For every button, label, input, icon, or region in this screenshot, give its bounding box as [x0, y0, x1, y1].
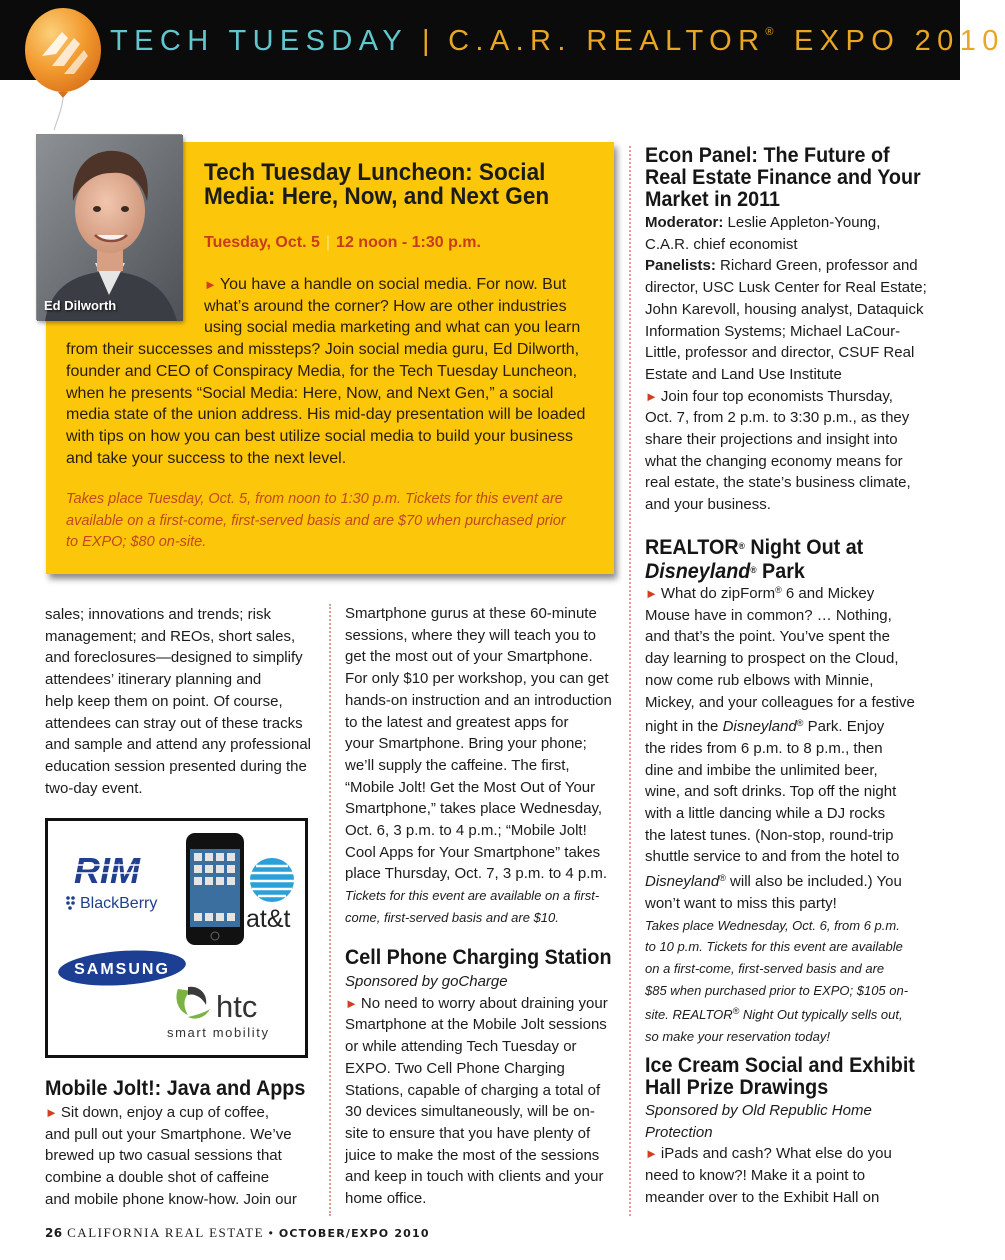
arrow-icon: ► — [45, 1105, 58, 1120]
feature-body-line: media state of the union address. His mid-day presentation will be loaded — [66, 406, 586, 424]
ticket-note-line: so make your reservation today! — [645, 1029, 830, 1045]
feature-title-line: Tech Tuesday Luncheon: Social — [204, 159, 546, 186]
blackberry-dots-icon — [66, 896, 75, 910]
text-line: Mouse have in common? … Nothing, — [645, 606, 892, 624]
text-line: juice to make the most of the sessions — [345, 1146, 600, 1164]
text-line: day learning to prospect on the Cloud, — [645, 650, 899, 668]
feature-body-line: with tips on how you can best utilize social media to build your business — [66, 427, 573, 445]
text-line: two-day event. — [45, 779, 143, 797]
heading-text: Mobile Jolt!: Java and Apps — [45, 1077, 306, 1100]
mobile-jolt-body — [45, 1102, 297, 1211]
text-line: hands-on instruction and an introduction — [345, 691, 612, 709]
text-line: to the latest and greatest apps for — [345, 713, 569, 731]
feature-body-line: ► You have a handle on social media. For now. But — [204, 276, 567, 293]
text-line: and mobile phone know-how. Join our — [45, 1190, 297, 1208]
text-line: shuttle service to and from the hotel to — [645, 848, 900, 866]
ticket-note-line: to 10 p.m. Tickets for this event are available — [645, 939, 903, 955]
header-bar — [0, 0, 1005, 80]
column-divider — [629, 146, 631, 1216]
text-line: For only $10 per workshop, you can get — [345, 670, 609, 688]
moderator-line: Moderator: Leslie Appleton-Young, — [645, 214, 881, 231]
arrow-icon: ► — [345, 995, 358, 1011]
text-line: with a little dancing while a DJ rocks — [645, 805, 886, 823]
heading-text: Econ Panel: The Future of — [645, 144, 890, 167]
registered-mark: ® — [738, 541, 745, 551]
text-line: management; and REOs, short sales, — [45, 627, 296, 645]
ticket-note-line: on a first-come, first-served basis and are — [645, 960, 885, 976]
text-line: sessions, where they will teach you to — [345, 626, 596, 644]
registered-mark: ® — [775, 585, 782, 595]
column-2-text — [345, 603, 612, 929]
panelists-label: Panelists: — [645, 257, 716, 275]
htc-tagline: smart mobility — [167, 1025, 270, 1040]
heading-text: Cell Phone Charging Station — [345, 946, 612, 969]
photo-caption: Ed Dilworth — [44, 298, 117, 313]
header-title — [110, 25, 1005, 58]
text-line: and that’s the point. You’ve spent the — [645, 628, 890, 646]
text-line: Stations, capable of charging a total of — [345, 1081, 601, 1099]
feature-ticket-note — [66, 489, 566, 554]
mobile-jolt-heading — [45, 1078, 322, 1100]
text-line: John Karevoll, housing analyst, Dataquick — [645, 300, 924, 318]
feature-note-line: to EXPO; $80 on-site. — [66, 534, 207, 551]
text-line: dine and imbibe the unlimited beer, — [645, 761, 878, 779]
text-line: your Smartphone. Bring your phone; — [345, 735, 587, 753]
page-footer — [45, 1225, 430, 1241]
text-line: Oct. 7, from 2 p.m. to 3:30 p.m., as they — [645, 409, 910, 427]
text-line: the rides from 6 p.m. to 8 p.m., then — [645, 739, 883, 757]
column-1-text — [45, 604, 311, 799]
arrow-icon: ► — [645, 388, 658, 404]
att-globe-icon — [250, 858, 294, 902]
text-line: get the most out of your Smartphone. — [345, 648, 593, 666]
feature-body-line: founder and CEO of Conspiracy Media, for the Tech Tuesday Luncheon, — [66, 362, 578, 380]
sponsor-line: Protection — [645, 1123, 713, 1141]
text-line: Smartphone gurus at these 60-minute — [345, 605, 597, 622]
text-line: 30 devices simultaneously, will be on- — [345, 1103, 595, 1121]
text-line: Cool Apps for Your Smartphone” takes — [345, 843, 601, 861]
text-line: director, USC Lusk Center for Real Estate; — [645, 279, 927, 297]
date-separator: | — [325, 234, 331, 251]
text-line: site to ensure that you have plenty of — [345, 1124, 591, 1142]
registered-mark: ® — [750, 565, 757, 575]
text-line: now come rub elbows with Minnie, — [645, 671, 874, 689]
text-line: attendees can stray out of these tracks — [45, 714, 303, 732]
text-line: ► Sit down, enjoy a cup of coffee, — [45, 1104, 270, 1121]
text-line: and foreclosures—designed to simplify — [45, 649, 303, 667]
heading-text: Ice Cream Social and Exhibit — [645, 1054, 915, 1077]
text-line: Smartphone at the Mobile Jolt sessions — [345, 1016, 607, 1034]
text-line: meander over to the Exhibit Hall on — [645, 1188, 880, 1206]
text-line: need to know?! Make it a point to — [645, 1167, 866, 1185]
heading-text: Hall Prize Drawings — [645, 1076, 829, 1099]
text-line: help keep them on point. Of course, — [45, 692, 283, 710]
night-out-body — [645, 580, 915, 1048]
registered-mark: ® — [719, 873, 726, 884]
issue-label: OCTOBER/EXPO 2010 — [278, 1227, 430, 1240]
text-line: C.A.R. chief economist — [645, 235, 798, 253]
text-line: we’ll supply the caffeine. The first, — [345, 756, 570, 774]
charging-station-body — [345, 971, 608, 1210]
heading-text: Real Estate Finance and Your — [645, 166, 921, 189]
text-line: ► No need to worry about draining your — [345, 994, 608, 1012]
ice-cream-heading — [645, 1055, 932, 1099]
feature-body-line: what’s around the corner? How are other industries — [204, 297, 567, 315]
feature-title — [204, 161, 571, 209]
text-line: combine a double shot of caffeine — [45, 1169, 270, 1187]
feature-note-line: Takes place Tuesday, Oct. 5, from noon to 1:30 p.m. Tickets for this event are — [66, 491, 563, 507]
feature-body-line: using social media marketing and what can you learn — [204, 319, 581, 337]
htc-swirl-icon — [176, 987, 210, 1019]
night-out-heading — [645, 535, 877, 583]
balloon-logo-icon — [18, 4, 110, 132]
text-line: education session presented during the — [45, 757, 307, 775]
text-line: won’t want to miss this party! — [645, 894, 837, 912]
text-line: Smartphone,” takes place Wednesday, — [345, 800, 603, 818]
page-number: 26 — [45, 1226, 63, 1240]
column-divider — [329, 604, 331, 1216]
text-line: Oct. 6, 3 p.m. to 4 p.m.; “Mobile Jolt! — [345, 822, 587, 840]
registered-mark: ® — [732, 1006, 740, 1017]
text-line: ► iPads and cash? What else do you — [645, 1145, 892, 1163]
arrow-icon: ► — [645, 1146, 658, 1162]
arrow-icon: ► — [645, 586, 658, 601]
text-line: the latest tunes. (Non-stop, round-trip — [645, 826, 894, 844]
speaker-photo — [36, 134, 182, 320]
text-line: home office. — [345, 1190, 427, 1208]
header-separator: | — [422, 25, 434, 57]
blackberry-logo: BlackBerry — [80, 895, 158, 912]
ticket-note-line: Takes place Wednesday, Oct. 6, from 6 p.m. — [645, 917, 900, 933]
text-line: ► What do zipForm® 6 and Mickey — [645, 585, 875, 602]
text-line: attendees’ itinerary planning and — [45, 671, 262, 689]
text-line: and pull out your Smartphone. We’ve — [45, 1125, 292, 1143]
heading-text: Disneyland® Park — [645, 560, 805, 583]
feature-date-time — [204, 234, 481, 252]
htc-logo: htc — [216, 989, 258, 1024]
sponsor-logos — [45, 818, 308, 1058]
heading-text: REALTOR® Night Out at — [645, 536, 864, 559]
ticket-note-line: site. REALTOR® Night Out typically sells out, — [645, 1006, 903, 1023]
text-line: Estate and Land Use Institute — [645, 365, 842, 383]
feature-title-line: Media: Here, Now, and Next Gen — [204, 183, 550, 210]
moderator-label: Moderator: — [645, 214, 724, 231]
text-line: EXPO. Two Cell Phone Charging — [345, 1059, 565, 1077]
feature-body-line: when he presents “Social Media: Here, Now, and Next Gen,” a social — [66, 384, 554, 402]
sponsor-logos-graphic — [48, 821, 305, 1055]
feature-date: Tuesday, Oct. 5 — [204, 234, 320, 251]
registered-mark: ® — [765, 26, 774, 38]
ice-cream-body — [645, 1100, 892, 1209]
ticket-note-line: Tickets for this event are available on a first- — [345, 888, 600, 904]
registered-mark: ® — [796, 718, 804, 729]
text-line: and keep in touch with clients and your — [345, 1168, 604, 1186]
text-line: place Thursday, Oct. 7, 3 p.m. to 4 p.m. — [345, 865, 608, 883]
header-title-part2: C.A.R. REALTOR — [448, 25, 766, 57]
portrait-image — [37, 135, 183, 321]
heading-text: Market in 2011 — [645, 188, 780, 211]
text-line: Little, professor and director, CSUF Real — [645, 344, 915, 362]
text-line: real estate, the state’s business climate, — [645, 474, 911, 492]
econ-panel-heading — [645, 145, 938, 211]
feature-body-line: and take your success to the next level. — [66, 449, 347, 467]
text-line: and sample and attend any professional — [45, 736, 312, 754]
footer-bullet: • — [268, 1226, 275, 1240]
text-line: night in the Disneyland® Park. Enjoy — [645, 718, 885, 736]
feature-time: 12 noon - 1:30 p.m. — [336, 234, 481, 251]
text-line: sales; innovations and trends; risk — [45, 606, 271, 623]
feature-note-line: available on a first-come, first-served basis and are $70 when purchased prior — [66, 512, 566, 529]
text-line: wine, and soft drinks. Top off the night — [645, 783, 897, 801]
panelists-line: Panelists: Richard Green, professor and — [645, 257, 918, 275]
charging-station-heading — [345, 947, 629, 969]
text-line: “Mobile Jolt! Get the Most Out of Your — [345, 778, 596, 796]
text-line: brewed up two casual sessions that — [45, 1147, 282, 1165]
text-line: and your business. — [645, 496, 771, 514]
header-title-part1: TECH TUESDAY — [110, 25, 408, 57]
text-line: Mickey, and your colleagues for a festive — [645, 693, 915, 711]
ticket-note-line: $85 when purchased prior to EXPO; $105 on- — [645, 982, 909, 998]
sponsor-line: Sponsored by goCharge — [345, 973, 508, 990]
arrow-icon: ► — [204, 277, 217, 292]
feature-body-line: from their successes and missteps? Join social media guru, Ed Dilworth, — [66, 341, 580, 359]
econ-panel-body — [645, 212, 927, 516]
samsung-logo: SAMSUNG — [74, 961, 170, 978]
ticket-note-line: come, first-served basis and are $10. — [345, 909, 559, 925]
text-line: ► Join four top economists Thursday, — [645, 387, 893, 405]
sponsor-line: Sponsored by Old Republic Home — [645, 1102, 872, 1119]
text-line: what the changing economy means for — [645, 452, 903, 470]
text-line: Information Systems; Michael LaCour- — [645, 322, 901, 340]
text-line: Disneyland® will also be included.) You — [645, 873, 902, 891]
rim-logo: RIM — [74, 850, 140, 891]
header-title-part3: EXPO 2010 — [794, 25, 1005, 57]
att-logo: at&t — [246, 905, 291, 933]
text-line: share their projections and insight into — [645, 431, 898, 449]
iphone-icon — [186, 833, 244, 945]
text-line: or while attending Tech Tuesday or — [345, 1038, 577, 1056]
publication-name: CALIFORNIA REAL ESTATE — [67, 1225, 265, 1240]
